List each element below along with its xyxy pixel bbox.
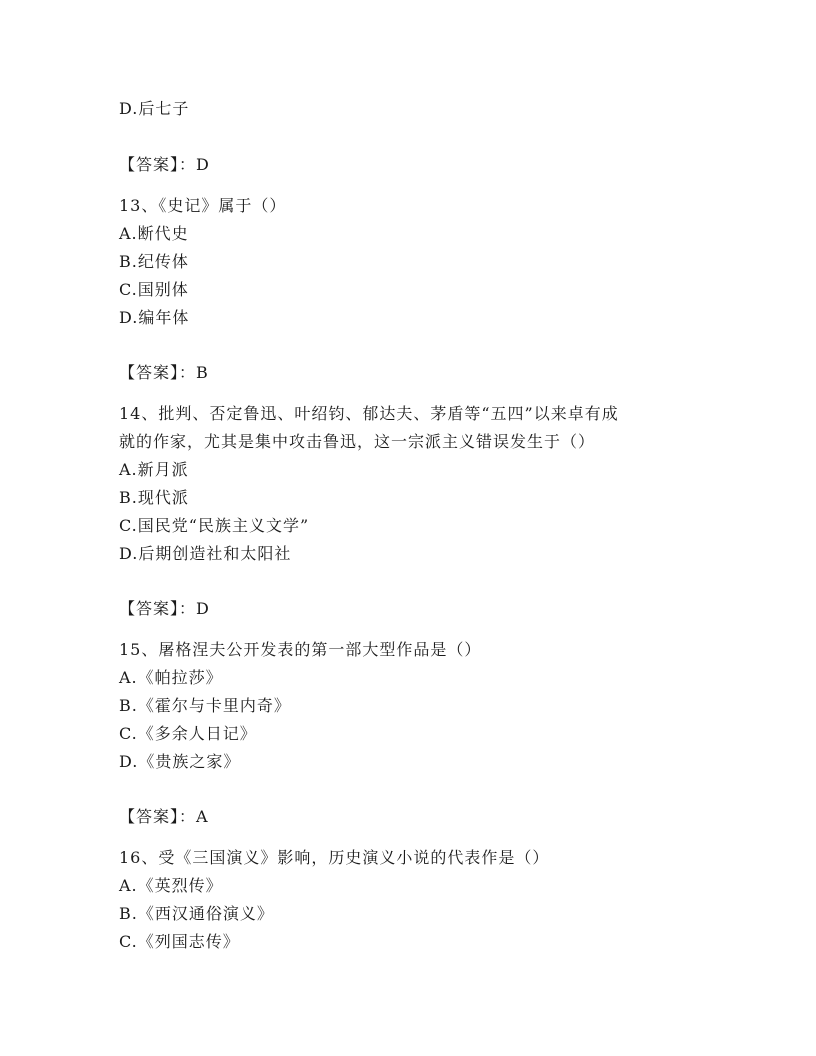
q13-option-c: C.国别体 xyxy=(119,280,189,299)
q15-option-a: A.《帕拉莎》 xyxy=(119,668,223,687)
q15-answer: 【答案】：A xyxy=(119,807,209,826)
q14-option-a: A.新月派 xyxy=(119,460,189,479)
q12-answer: 【答案】：D xyxy=(119,155,210,174)
q16-stem: 16、受《三国演义》影响，历史演义小说的代表作是（） xyxy=(119,848,550,867)
q14-stem-line1: 14、批判、否定鲁迅、叶绍钧、郁达夫、茅盾等“五四”以来卓有成 xyxy=(119,404,619,423)
q13-stem: 13、《史记》属于（） xyxy=(119,196,287,215)
q13-option-b: B.纪传体 xyxy=(119,252,189,271)
q13-option-a: A.断代史 xyxy=(119,224,189,243)
q15-option-d: D.《贵族之家》 xyxy=(119,752,241,771)
q14-option-b: B.现代派 xyxy=(119,488,189,507)
q14-stem-line2: 就的作家，尤其是集中攻击鲁迅，这一宗派主义错误发生于（） xyxy=(119,432,596,451)
q13-option-d: D.编年体 xyxy=(119,308,190,327)
q12-option-d: D.后七子 xyxy=(119,99,190,118)
q13-answer: 【答案】：B xyxy=(119,363,209,382)
q15-option-b: B.《霍尔与卡里内奇》 xyxy=(119,696,291,715)
q14-option-c: C.国民党“民族主义文学” xyxy=(119,516,310,535)
q16-option-c: C.《列国志传》 xyxy=(119,932,240,951)
q16-option-a: A.《英烈传》 xyxy=(119,876,223,895)
q15-option-c: C.《多余人日记》 xyxy=(119,724,257,743)
q14-answer: 【答案】：D xyxy=(119,599,210,618)
q14-option-d: D.后期创造社和太阳社 xyxy=(119,544,292,563)
q15-stem: 15、屠格涅夫公开发表的第一部大型作品是（） xyxy=(119,640,482,659)
q16-option-b: B.《西汉通俗演义》 xyxy=(119,904,274,923)
